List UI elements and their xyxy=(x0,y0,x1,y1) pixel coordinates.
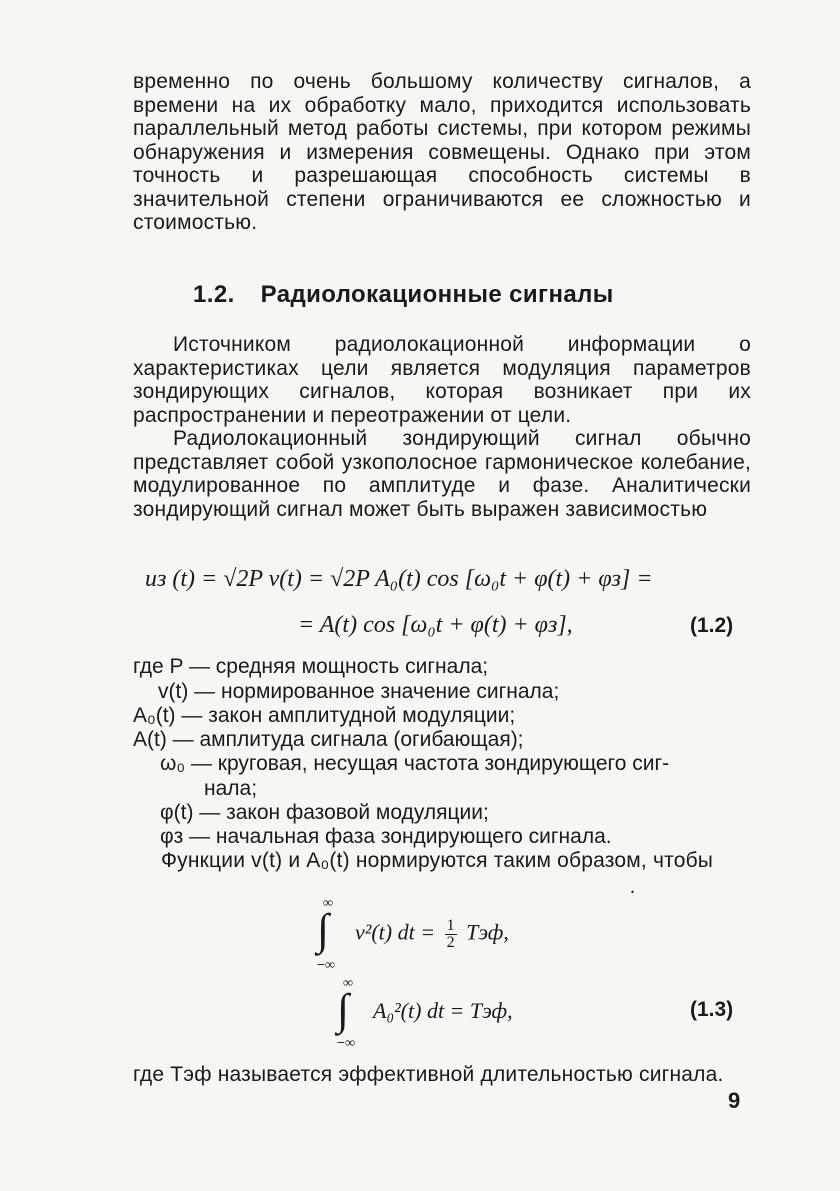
section-heading xyxy=(193,281,614,309)
integral-2-body: A₀²(t) dt = Tэф, xyxy=(373,998,513,1023)
definition-item: нала; xyxy=(204,777,258,800)
integral-lower-limit: −∞ xyxy=(337,1036,355,1051)
section-number: 1.2. xyxy=(193,281,235,308)
definition-item: A(t) — амплитуда сигнала (огибающая); xyxy=(133,728,524,751)
integral-lower-limit: −∞ xyxy=(317,958,335,973)
paragraph-normalization: Функции v(t) и A₀(t) нормируются таким образом, чтобы xyxy=(161,849,714,872)
definition-item: φ(t) — закон фазовой модуляции; xyxy=(160,801,489,824)
paragraph-intro: временно по очень большому количеству сигналов, а времени на их обработку мало, приходится использовать параллельный метод работы системы, при котором режимы обнаружения и измерения совмещены. Однако при этом точность и разрешающая способность системы в значительной степени ограничиваются ее сложностью и стоимостью. xyxy=(133,70,751,234)
integral-upper-limit: ∞ xyxy=(323,896,333,911)
paragraph-source: Источником радиолокационной информации о характеристиках цели является модуляция параметров зондирующих сигналов, которая возникает при их распространении и переотражении от цели. xyxy=(133,333,751,427)
integral-1-body: v²(t) dt = $\frac{1}{2}$ Tэф, xyxy=(355,917,509,951)
integral-sign: ∫ xyxy=(317,905,330,954)
paragraph-probe-signal: Радиолокационный зондирующий сигнал обычно представляет собой узкополосное гармоническое колебание, модулированное по амплитуде и фазе. Аналитически зондирующий сигнал может быть выражен зависимостью xyxy=(133,427,751,521)
stray-dot: . xyxy=(630,876,635,898)
paragraph-effective-duration: где Tэф называется эффективной длительностью сигнала. xyxy=(133,1063,724,1086)
definition-item: φз — начальная фаза зондирующего сигнала. xyxy=(160,825,612,848)
equation-1-2-line1: uз (t) = √2P v(t) = √2P A₀(t) cos [ω₀t + φ(t) + φз] = xyxy=(145,566,653,592)
equation-number-1-3: (1.3) xyxy=(690,998,734,1021)
integral-sign: ∫ xyxy=(337,985,350,1034)
page-number: 9 xyxy=(728,1088,741,1113)
integral-upper-limit: ∞ xyxy=(343,976,353,991)
definition-item: A₀(t) — закон амплитудной модуляции; xyxy=(133,704,516,727)
definition-item: где P — средняя мощность сигнала; xyxy=(133,655,489,678)
equation-1-2-line2: = A(t) cos [ω₀t + φ(t) + φз], xyxy=(298,612,573,638)
section-title: Радиолокационные сигналы xyxy=(260,281,614,308)
definition-item: v(t) — нормированное значение сигнала; xyxy=(158,680,560,703)
fraction-one-half: $\frac{1}{2}$ xyxy=(446,917,455,951)
equation-number-1-2: (1.2) xyxy=(690,614,734,637)
definition-item: ω₀ — круговая, несущая частота зондирующего сиг- xyxy=(160,752,670,775)
